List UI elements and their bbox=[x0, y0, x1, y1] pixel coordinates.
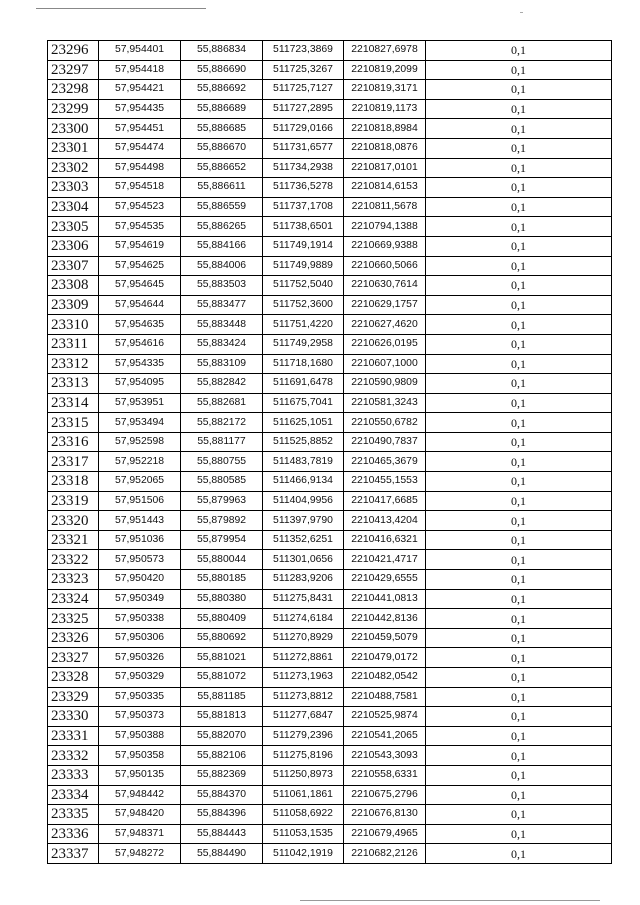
x-coordinate-cell: 511274,6184 bbox=[263, 609, 344, 629]
table-row bbox=[48, 668, 612, 688]
table-row bbox=[48, 511, 612, 531]
longitude-cell: 55,880380 bbox=[181, 589, 263, 609]
value-cell: 0,1 bbox=[426, 824, 612, 844]
table-row bbox=[48, 41, 612, 61]
value-cell: 0,1 bbox=[426, 746, 612, 766]
longitude-cell: 55,882070 bbox=[181, 726, 263, 746]
y-coordinate-cell: 2210679,4965 bbox=[344, 824, 426, 844]
longitude-cell: 55,880692 bbox=[181, 628, 263, 648]
longitude-cell: 55,882106 bbox=[181, 746, 263, 766]
latitude-cell: 57,950338 bbox=[99, 609, 181, 629]
latitude-cell: 57,953494 bbox=[99, 413, 181, 433]
y-coordinate-cell: 2210455,1553 bbox=[344, 472, 426, 492]
latitude-cell: 57,954401 bbox=[99, 41, 181, 61]
latitude-cell: 57,954474 bbox=[99, 138, 181, 158]
y-coordinate-cell: 2210819,1173 bbox=[344, 99, 426, 119]
table-row bbox=[48, 589, 612, 609]
table-row bbox=[48, 687, 612, 707]
point-number-cell: 23309 bbox=[48, 295, 99, 315]
coordinates-table bbox=[47, 40, 612, 864]
point-number-cell: 23316 bbox=[48, 432, 99, 452]
value-cell: 0,1 bbox=[426, 80, 612, 100]
y-coordinate-cell: 2210482,0542 bbox=[344, 668, 426, 688]
y-coordinate-cell: 2210558,6331 bbox=[344, 765, 426, 785]
point-number-cell: 23318 bbox=[48, 472, 99, 492]
y-coordinate-cell: 2210682,2126 bbox=[344, 844, 426, 864]
longitude-cell: 55,886689 bbox=[181, 99, 263, 119]
value-cell: 0,1 bbox=[426, 589, 612, 609]
x-coordinate-cell: 511352,6251 bbox=[263, 530, 344, 550]
longitude-cell: 55,880755 bbox=[181, 452, 263, 472]
x-coordinate-cell: 511273,1963 bbox=[263, 668, 344, 688]
y-coordinate-cell: 2210827,6978 bbox=[344, 41, 426, 61]
longitude-cell: 55,883448 bbox=[181, 315, 263, 335]
table-row bbox=[48, 119, 612, 139]
value-cell: 0,1 bbox=[426, 844, 612, 864]
x-coordinate-cell: 511738,6501 bbox=[263, 217, 344, 237]
point-number-cell: 23337 bbox=[48, 844, 99, 864]
y-coordinate-cell: 2210421,4717 bbox=[344, 550, 426, 570]
scan-speck bbox=[520, 12, 523, 13]
longitude-cell: 55,882172 bbox=[181, 413, 263, 433]
latitude-cell: 57,954518 bbox=[99, 178, 181, 198]
value-cell: 0,1 bbox=[426, 765, 612, 785]
x-coordinate-cell: 511752,5040 bbox=[263, 276, 344, 296]
x-coordinate-cell: 511675,7041 bbox=[263, 393, 344, 413]
table-row bbox=[48, 530, 612, 550]
longitude-cell: 55,884396 bbox=[181, 805, 263, 825]
table-row bbox=[48, 256, 612, 276]
y-coordinate-cell: 2210676,8130 bbox=[344, 805, 426, 825]
point-number-cell: 23314 bbox=[48, 393, 99, 413]
value-cell: 0,1 bbox=[426, 236, 612, 256]
point-number-cell: 23328 bbox=[48, 668, 99, 688]
y-coordinate-cell: 2210459,5079 bbox=[344, 628, 426, 648]
table-row bbox=[48, 550, 612, 570]
value-cell: 0,1 bbox=[426, 550, 612, 570]
y-coordinate-cell: 2210811,5678 bbox=[344, 197, 426, 217]
x-coordinate-cell: 511725,3267 bbox=[263, 60, 344, 80]
x-coordinate-cell: 511279,2396 bbox=[263, 726, 344, 746]
value-cell: 0,1 bbox=[426, 452, 612, 472]
point-number-cell: 23317 bbox=[48, 452, 99, 472]
table-row bbox=[48, 276, 612, 296]
longitude-cell: 55,884490 bbox=[181, 844, 263, 864]
y-coordinate-cell: 2210794,1388 bbox=[344, 217, 426, 237]
value-cell: 0,1 bbox=[426, 530, 612, 550]
point-number-cell: 23308 bbox=[48, 276, 99, 296]
latitude-cell: 57,952065 bbox=[99, 472, 181, 492]
value-cell: 0,1 bbox=[426, 609, 612, 629]
x-coordinate-cell: 511301,0656 bbox=[263, 550, 344, 570]
table-row bbox=[48, 452, 612, 472]
point-number-cell: 23336 bbox=[48, 824, 99, 844]
longitude-cell: 55,882369 bbox=[181, 765, 263, 785]
latitude-cell: 57,954451 bbox=[99, 119, 181, 139]
point-number-cell: 23326 bbox=[48, 628, 99, 648]
latitude-cell: 57,950420 bbox=[99, 570, 181, 590]
value-cell: 0,1 bbox=[426, 726, 612, 746]
value-cell: 0,1 bbox=[426, 295, 612, 315]
longitude-cell: 55,884166 bbox=[181, 236, 263, 256]
point-number-cell: 23320 bbox=[48, 511, 99, 531]
value-cell: 0,1 bbox=[426, 374, 612, 394]
x-coordinate-cell: 511749,9889 bbox=[263, 256, 344, 276]
x-coordinate-cell: 511691,6478 bbox=[263, 374, 344, 394]
y-coordinate-cell: 2210626,0195 bbox=[344, 334, 426, 354]
table-row bbox=[48, 570, 612, 590]
table-row bbox=[48, 158, 612, 178]
x-coordinate-cell: 511042,1919 bbox=[263, 844, 344, 864]
value-cell: 0,1 bbox=[426, 256, 612, 276]
table-row bbox=[48, 785, 612, 805]
table-row bbox=[48, 138, 612, 158]
y-coordinate-cell: 2210607,1000 bbox=[344, 354, 426, 374]
scan-edge-line-bottom bbox=[300, 900, 600, 901]
value-cell: 0,1 bbox=[426, 217, 612, 237]
latitude-cell: 57,954435 bbox=[99, 99, 181, 119]
y-coordinate-cell: 2210660,5066 bbox=[344, 256, 426, 276]
value-cell: 0,1 bbox=[426, 432, 612, 452]
point-number-cell: 23297 bbox=[48, 60, 99, 80]
latitude-cell: 57,954644 bbox=[99, 295, 181, 315]
x-coordinate-cell: 511729,0166 bbox=[263, 119, 344, 139]
y-coordinate-cell: 2210581,3243 bbox=[344, 393, 426, 413]
x-coordinate-cell: 511734,2938 bbox=[263, 158, 344, 178]
point-number-cell: 23333 bbox=[48, 765, 99, 785]
value-cell: 0,1 bbox=[426, 276, 612, 296]
x-coordinate-cell: 511275,8196 bbox=[263, 746, 344, 766]
value-cell: 0,1 bbox=[426, 138, 612, 158]
y-coordinate-cell: 2210429,6555 bbox=[344, 570, 426, 590]
longitude-cell: 55,883477 bbox=[181, 295, 263, 315]
value-cell: 0,1 bbox=[426, 393, 612, 413]
point-number-cell: 23299 bbox=[48, 99, 99, 119]
value-cell: 0,1 bbox=[426, 668, 612, 688]
longitude-cell: 55,886559 bbox=[181, 197, 263, 217]
latitude-cell: 57,950306 bbox=[99, 628, 181, 648]
table-row bbox=[48, 707, 612, 727]
table-row bbox=[48, 844, 612, 864]
x-coordinate-cell: 511725,7127 bbox=[263, 80, 344, 100]
point-number-cell: 23324 bbox=[48, 589, 99, 609]
y-coordinate-cell: 2210543,3093 bbox=[344, 746, 426, 766]
x-coordinate-cell: 511053,1535 bbox=[263, 824, 344, 844]
latitude-cell: 57,950358 bbox=[99, 746, 181, 766]
point-number-cell: 23321 bbox=[48, 530, 99, 550]
table-row bbox=[48, 824, 612, 844]
latitude-cell: 57,951443 bbox=[99, 511, 181, 531]
scan-edge-line-top bbox=[36, 8, 206, 9]
longitude-cell: 55,881072 bbox=[181, 668, 263, 688]
value-cell: 0,1 bbox=[426, 354, 612, 374]
y-coordinate-cell: 2210819,2099 bbox=[344, 60, 426, 80]
value-cell: 0,1 bbox=[426, 60, 612, 80]
value-cell: 0,1 bbox=[426, 570, 612, 590]
x-coordinate-cell: 511737,1708 bbox=[263, 197, 344, 217]
x-coordinate-cell: 511718,1680 bbox=[263, 354, 344, 374]
value-cell: 0,1 bbox=[426, 41, 612, 61]
value-cell: 0,1 bbox=[426, 472, 612, 492]
latitude-cell: 57,951506 bbox=[99, 491, 181, 511]
y-coordinate-cell: 2210818,0876 bbox=[344, 138, 426, 158]
table-row bbox=[48, 217, 612, 237]
value-cell: 0,1 bbox=[426, 491, 612, 511]
point-number-cell: 23300 bbox=[48, 119, 99, 139]
longitude-cell: 55,881177 bbox=[181, 432, 263, 452]
value-cell: 0,1 bbox=[426, 158, 612, 178]
x-coordinate-cell: 511283,9206 bbox=[263, 570, 344, 590]
point-number-cell: 23323 bbox=[48, 570, 99, 590]
x-coordinate-cell: 511250,8973 bbox=[263, 765, 344, 785]
table-row bbox=[48, 374, 612, 394]
longitude-cell: 55,884006 bbox=[181, 256, 263, 276]
latitude-cell: 57,950573 bbox=[99, 550, 181, 570]
table-row bbox=[48, 491, 612, 511]
x-coordinate-cell: 511273,8812 bbox=[263, 687, 344, 707]
latitude-cell: 57,954616 bbox=[99, 334, 181, 354]
latitude-cell: 57,950329 bbox=[99, 668, 181, 688]
value-cell: 0,1 bbox=[426, 628, 612, 648]
point-number-cell: 23305 bbox=[48, 217, 99, 237]
latitude-cell: 57,950135 bbox=[99, 765, 181, 785]
table-row bbox=[48, 197, 612, 217]
value-cell: 0,1 bbox=[426, 315, 612, 335]
latitude-cell: 57,954625 bbox=[99, 256, 181, 276]
point-number-cell: 23307 bbox=[48, 256, 99, 276]
longitude-cell: 55,884370 bbox=[181, 785, 263, 805]
table-row bbox=[48, 648, 612, 668]
x-coordinate-cell: 511736,5278 bbox=[263, 178, 344, 198]
y-coordinate-cell: 2210675,2796 bbox=[344, 785, 426, 805]
longitude-cell: 55,881813 bbox=[181, 707, 263, 727]
table-row bbox=[48, 178, 612, 198]
longitude-cell: 55,879892 bbox=[181, 511, 263, 531]
point-number-cell: 23312 bbox=[48, 354, 99, 374]
value-cell: 0,1 bbox=[426, 334, 612, 354]
latitude-cell: 57,954635 bbox=[99, 315, 181, 335]
x-coordinate-cell: 511277,6847 bbox=[263, 707, 344, 727]
longitude-cell: 55,880185 bbox=[181, 570, 263, 590]
latitude-cell: 57,954619 bbox=[99, 236, 181, 256]
longitude-cell: 55,882842 bbox=[181, 374, 263, 394]
longitude-cell: 55,882681 bbox=[181, 393, 263, 413]
point-number-cell: 23327 bbox=[48, 648, 99, 668]
x-coordinate-cell: 511270,8929 bbox=[263, 628, 344, 648]
x-coordinate-cell: 511752,3600 bbox=[263, 295, 344, 315]
latitude-cell: 57,948442 bbox=[99, 785, 181, 805]
longitude-cell: 55,886265 bbox=[181, 217, 263, 237]
value-cell: 0,1 bbox=[426, 178, 612, 198]
latitude-cell: 57,954418 bbox=[99, 60, 181, 80]
longitude-cell: 55,886611 bbox=[181, 178, 263, 198]
table-row bbox=[48, 628, 612, 648]
y-coordinate-cell: 2210814,6153 bbox=[344, 178, 426, 198]
value-cell: 0,1 bbox=[426, 785, 612, 805]
x-coordinate-cell: 511625,1051 bbox=[263, 413, 344, 433]
latitude-cell: 57,954498 bbox=[99, 158, 181, 178]
table-row bbox=[48, 413, 612, 433]
table-row bbox=[48, 432, 612, 452]
value-cell: 0,1 bbox=[426, 687, 612, 707]
point-number-cell: 23331 bbox=[48, 726, 99, 746]
longitude-cell: 55,879954 bbox=[181, 530, 263, 550]
point-number-cell: 23325 bbox=[48, 609, 99, 629]
x-coordinate-cell: 511058,6922 bbox=[263, 805, 344, 825]
longitude-cell: 55,880409 bbox=[181, 609, 263, 629]
longitude-cell: 55,886652 bbox=[181, 158, 263, 178]
y-coordinate-cell: 2210627,4620 bbox=[344, 315, 426, 335]
y-coordinate-cell: 2210416,6321 bbox=[344, 530, 426, 550]
y-coordinate-cell: 2210413,4204 bbox=[344, 511, 426, 531]
point-number-cell: 23304 bbox=[48, 197, 99, 217]
longitude-cell: 55,880585 bbox=[181, 472, 263, 492]
longitude-cell: 55,880044 bbox=[181, 550, 263, 570]
latitude-cell: 57,954645 bbox=[99, 276, 181, 296]
value-cell: 0,1 bbox=[426, 511, 612, 531]
point-number-cell: 23306 bbox=[48, 236, 99, 256]
y-coordinate-cell: 2210490,7837 bbox=[344, 432, 426, 452]
latitude-cell: 57,950326 bbox=[99, 648, 181, 668]
longitude-cell: 55,886670 bbox=[181, 138, 263, 158]
table-row bbox=[48, 726, 612, 746]
point-number-cell: 23335 bbox=[48, 805, 99, 825]
y-coordinate-cell: 2210630,7614 bbox=[344, 276, 426, 296]
latitude-cell: 57,954421 bbox=[99, 80, 181, 100]
latitude-cell: 57,954095 bbox=[99, 374, 181, 394]
latitude-cell: 57,948371 bbox=[99, 824, 181, 844]
point-number-cell: 23301 bbox=[48, 138, 99, 158]
y-coordinate-cell: 2210590,9809 bbox=[344, 374, 426, 394]
point-number-cell: 23311 bbox=[48, 334, 99, 354]
latitude-cell: 57,954335 bbox=[99, 354, 181, 374]
value-cell: 0,1 bbox=[426, 99, 612, 119]
longitude-cell: 55,883503 bbox=[181, 276, 263, 296]
point-number-cell: 23296 bbox=[48, 41, 99, 61]
table-row bbox=[48, 354, 612, 374]
longitude-cell: 55,883424 bbox=[181, 334, 263, 354]
longitude-cell: 55,881021 bbox=[181, 648, 263, 668]
y-coordinate-cell: 2210669,9388 bbox=[344, 236, 426, 256]
table-row bbox=[48, 765, 612, 785]
x-coordinate-cell: 511466,9134 bbox=[263, 472, 344, 492]
table-row bbox=[48, 334, 612, 354]
x-coordinate-cell: 511749,1914 bbox=[263, 236, 344, 256]
y-coordinate-cell: 2210817,0101 bbox=[344, 158, 426, 178]
table-row bbox=[48, 805, 612, 825]
latitude-cell: 57,950373 bbox=[99, 707, 181, 727]
point-number-cell: 23298 bbox=[48, 80, 99, 100]
latitude-cell: 57,953951 bbox=[99, 393, 181, 413]
y-coordinate-cell: 2210550,6782 bbox=[344, 413, 426, 433]
value-cell: 0,1 bbox=[426, 119, 612, 139]
y-coordinate-cell: 2210525,9874 bbox=[344, 707, 426, 727]
coordinates-table-body bbox=[48, 41, 612, 864]
x-coordinate-cell: 511749,2958 bbox=[263, 334, 344, 354]
longitude-cell: 55,879963 bbox=[181, 491, 263, 511]
longitude-cell: 55,886692 bbox=[181, 80, 263, 100]
longitude-cell: 55,886690 bbox=[181, 60, 263, 80]
point-number-cell: 23303 bbox=[48, 178, 99, 198]
y-coordinate-cell: 2210441,0813 bbox=[344, 589, 426, 609]
point-number-cell: 23302 bbox=[48, 158, 99, 178]
point-number-cell: 23315 bbox=[48, 413, 99, 433]
y-coordinate-cell: 2210541,2065 bbox=[344, 726, 426, 746]
longitude-cell: 55,884443 bbox=[181, 824, 263, 844]
latitude-cell: 57,951036 bbox=[99, 530, 181, 550]
latitude-cell: 57,954523 bbox=[99, 197, 181, 217]
value-cell: 0,1 bbox=[426, 413, 612, 433]
longitude-cell: 55,881185 bbox=[181, 687, 263, 707]
x-coordinate-cell: 511397,9790 bbox=[263, 511, 344, 531]
point-number-cell: 23334 bbox=[48, 785, 99, 805]
value-cell: 0,1 bbox=[426, 805, 612, 825]
x-coordinate-cell: 511061,1861 bbox=[263, 785, 344, 805]
x-coordinate-cell: 511483,7819 bbox=[263, 452, 344, 472]
table-row bbox=[48, 60, 612, 80]
point-number-cell: 23322 bbox=[48, 550, 99, 570]
table-row bbox=[48, 236, 612, 256]
x-coordinate-cell: 511751,4220 bbox=[263, 315, 344, 335]
x-coordinate-cell: 511727,2895 bbox=[263, 99, 344, 119]
value-cell: 0,1 bbox=[426, 197, 612, 217]
longitude-cell: 55,886834 bbox=[181, 41, 263, 61]
point-number-cell: 23310 bbox=[48, 315, 99, 335]
x-coordinate-cell: 511723,3869 bbox=[263, 41, 344, 61]
value-cell: 0,1 bbox=[426, 648, 612, 668]
y-coordinate-cell: 2210417,6685 bbox=[344, 491, 426, 511]
y-coordinate-cell: 2210465,3679 bbox=[344, 452, 426, 472]
latitude-cell: 57,950388 bbox=[99, 726, 181, 746]
x-coordinate-cell: 511731,6577 bbox=[263, 138, 344, 158]
point-number-cell: 23319 bbox=[48, 491, 99, 511]
latitude-cell: 57,952598 bbox=[99, 432, 181, 452]
longitude-cell: 55,886685 bbox=[181, 119, 263, 139]
value-cell: 0,1 bbox=[426, 707, 612, 727]
table-row bbox=[48, 315, 612, 335]
table-row bbox=[48, 393, 612, 413]
y-coordinate-cell: 2210818,8984 bbox=[344, 119, 426, 139]
latitude-cell: 57,954535 bbox=[99, 217, 181, 237]
table-row bbox=[48, 295, 612, 315]
y-coordinate-cell: 2210488,7581 bbox=[344, 687, 426, 707]
point-number-cell: 23332 bbox=[48, 746, 99, 766]
table-row bbox=[48, 99, 612, 119]
longitude-cell: 55,883109 bbox=[181, 354, 263, 374]
table-row bbox=[48, 746, 612, 766]
x-coordinate-cell: 511272,8861 bbox=[263, 648, 344, 668]
point-number-cell: 23330 bbox=[48, 707, 99, 727]
latitude-cell: 57,950335 bbox=[99, 687, 181, 707]
y-coordinate-cell: 2210629,1757 bbox=[344, 295, 426, 315]
latitude-cell: 57,950349 bbox=[99, 589, 181, 609]
latitude-cell: 57,952218 bbox=[99, 452, 181, 472]
table-row bbox=[48, 80, 612, 100]
table-row bbox=[48, 609, 612, 629]
x-coordinate-cell: 511525,8852 bbox=[263, 432, 344, 452]
latitude-cell: 57,948420 bbox=[99, 805, 181, 825]
y-coordinate-cell: 2210819,3171 bbox=[344, 80, 426, 100]
point-number-cell: 23313 bbox=[48, 374, 99, 394]
point-number-cell: 23329 bbox=[48, 687, 99, 707]
y-coordinate-cell: 2210479,0172 bbox=[344, 648, 426, 668]
latitude-cell: 57,948272 bbox=[99, 844, 181, 864]
y-coordinate-cell: 2210442,8136 bbox=[344, 609, 426, 629]
x-coordinate-cell: 511275,8431 bbox=[263, 589, 344, 609]
table-row bbox=[48, 472, 612, 492]
x-coordinate-cell: 511404,9956 bbox=[263, 491, 344, 511]
